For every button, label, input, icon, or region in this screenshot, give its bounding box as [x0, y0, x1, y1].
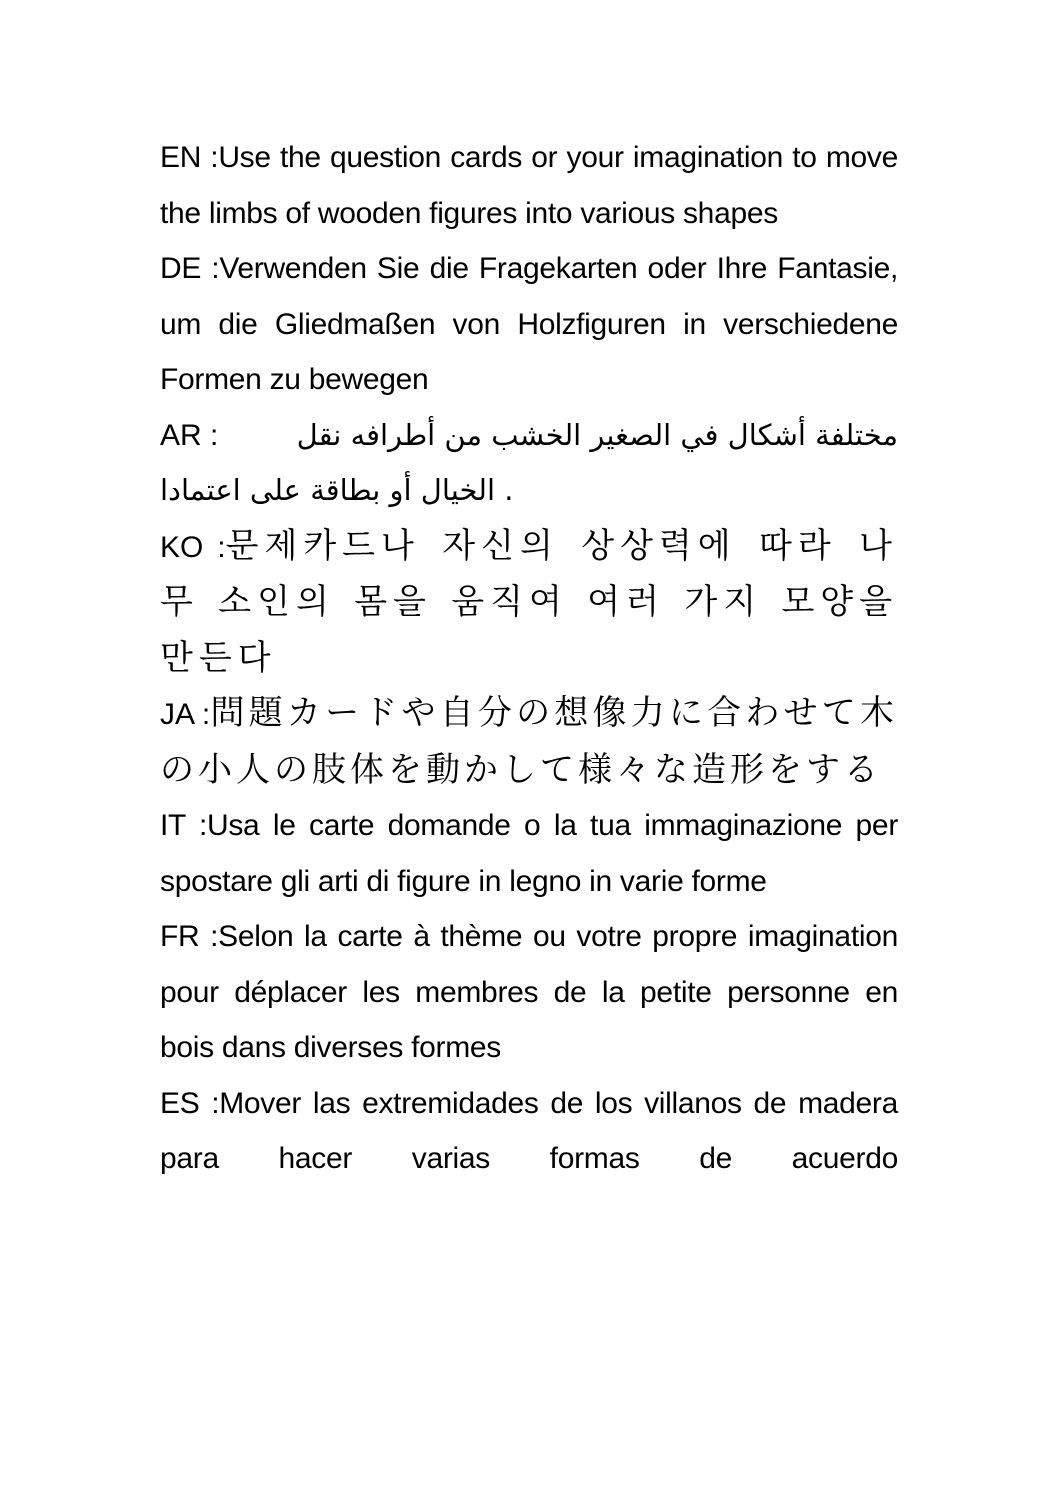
language-code-ja: JA : [160, 698, 211, 731]
document-page [160, 130, 898, 1187]
ar-line-1 [160, 408, 898, 464]
language-code-en: EN : [160, 141, 219, 174]
language-code-ar: AR : [160, 418, 219, 452]
ar-line-2 [160, 463, 898, 519]
language-code-es: ES : [160, 1086, 220, 1120]
language-code-de: DE : [160, 252, 220, 285]
paragraph-ar [160, 408, 898, 519]
text-en: Use the question cards or your imagination to move the limbs of wooden figures into various shapes [160, 141, 898, 230]
paragraph-fr [160, 909, 898, 1076]
language-code-it: IT : [160, 809, 207, 842]
paragraph-ko [160, 519, 898, 687]
text-es: Mover las extremidades de los villanos de madera para hacer varias formas de acuerdo [160, 1086, 898, 1175]
text-fr: Selon la carte à thème ou votre propre imagination pour déplacer les membres de la petite personne en bois dans diverses formes [160, 920, 898, 1064]
language-code-ko: KO : [160, 530, 226, 564]
paragraph-es [160, 1076, 898, 1187]
text-de: Verwenden Sie die Fragekarten oder Ihre Fantasie, um die Gliedmaßen von Holzfiguren in verschiedene Formen zu bewegen [160, 252, 898, 396]
paragraph-de [160, 241, 898, 408]
text-ko: 문제카드나 자신의 상상력에 따라 나무 소인의 몸을 움직여 여러 가지 모양을 만든다 [160, 525, 899, 678]
paragraph-it [160, 798, 898, 909]
language-code-fr: FR : [160, 920, 219, 953]
paragraph-en [160, 130, 898, 241]
text-ja: 問題カードや自分の想像力に合わせて木の小人の肢体を動かして様々な造形をする [160, 693, 898, 790]
text-it: Usa le carte domande o la tua immaginazione per spostare gli arti di figure in legno in varie forme [160, 809, 899, 898]
text-ar-line1: مختلفة أشكال في الصغير الخشب من أطرافه نقل [296, 417, 898, 452]
text-ar-line2: . الخيال أو بطاقة على اعتمادا [160, 473, 514, 507]
paragraph-ja [160, 686, 898, 798]
